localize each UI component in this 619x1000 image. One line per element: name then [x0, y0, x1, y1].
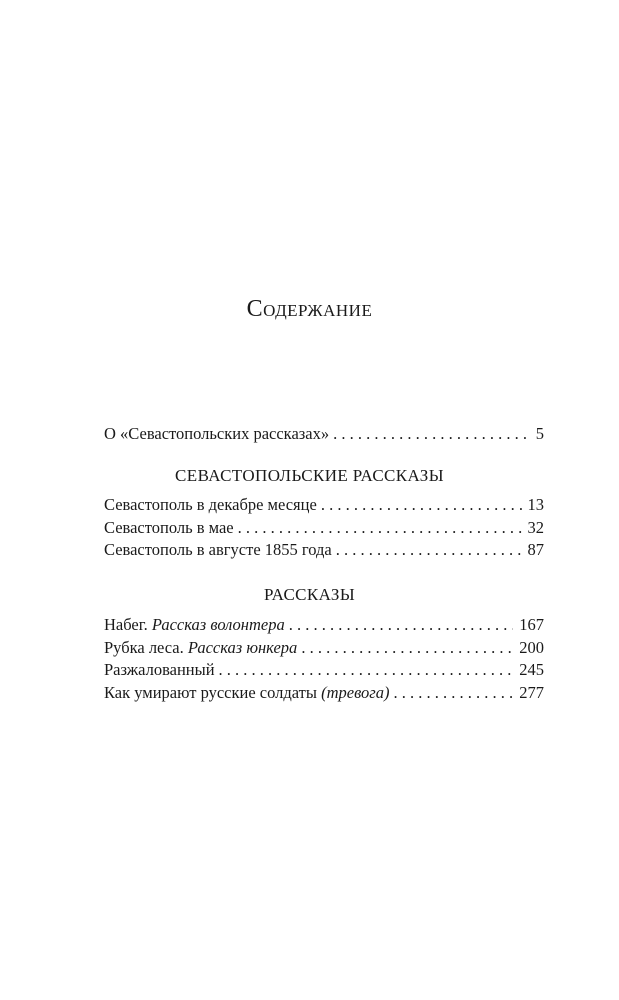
section-heading-sevastopol: СЕВАСТОПОЛЬСКИЕ РАССКАЗЫ: [175, 466, 444, 485]
toc-entry-page: 87: [527, 540, 544, 559]
toc-section-stories: [104, 614, 544, 704]
toc-leader-dots: [321, 494, 522, 517]
toc-leader-dots: [289, 614, 514, 637]
toc-entry-label: Как умирают русские солдаты (тревога): [104, 682, 390, 702]
toc-entry-page: 277: [519, 682, 544, 702]
toc-entry: [104, 682, 544, 705]
toc-entry-page: 5: [535, 424, 544, 443]
toc-entry-page: 200: [519, 637, 544, 657]
toc-entry-label: Рубка леса. Рассказ юнкера: [104, 637, 298, 657]
toc-entry-label: Севастополь в декабре месяце: [104, 495, 317, 514]
toc-section-sevastopol: [104, 494, 544, 562]
toc-entry-page: 32: [527, 517, 544, 537]
toc-entry-label: Разжалованный: [104, 660, 215, 679]
toc-entry: [104, 539, 544, 562]
toc-entry-subtitle: Рассказ волонтера: [151, 615, 285, 634]
section-heading-stories: РАССКАЗЫ: [263, 585, 356, 604]
toc-leader-dots: [336, 539, 522, 562]
toc-entry-page: 245: [519, 660, 544, 679]
toc-entry: [104, 517, 544, 540]
toc-entry-label: Севастополь в мае: [104, 517, 234, 537]
toc-leader-dots: [301, 637, 513, 660]
toc-entry-label: Севастополь в августе 1855 года: [104, 540, 332, 559]
toc-entry-subtitle: Рассказ юнкера: [187, 637, 298, 657]
toc-entry: [104, 494, 544, 517]
toc-leader-dots: [238, 517, 522, 540]
toc-entry: [104, 637, 544, 660]
toc-leader-dots: [333, 423, 530, 446]
toc-entry-intro: [104, 423, 544, 446]
toc-leader-dots: [219, 659, 514, 682]
toc-entry-label: Набег. Рассказ волонтера: [104, 615, 285, 634]
toc-entry: [104, 614, 544, 637]
toc-leader-dots: [393, 682, 513, 705]
toc-entry-subtitle: (тревога): [321, 682, 390, 702]
toc-entry-page: 167: [519, 615, 544, 634]
toc-intro: [104, 423, 544, 446]
toc-entry: [104, 659, 544, 682]
toc-entry-label: О «Севастопольских рассказах»: [104, 424, 330, 443]
toc-entry-page: 13: [527, 495, 544, 514]
page-title: Содержание: [246, 296, 373, 322]
